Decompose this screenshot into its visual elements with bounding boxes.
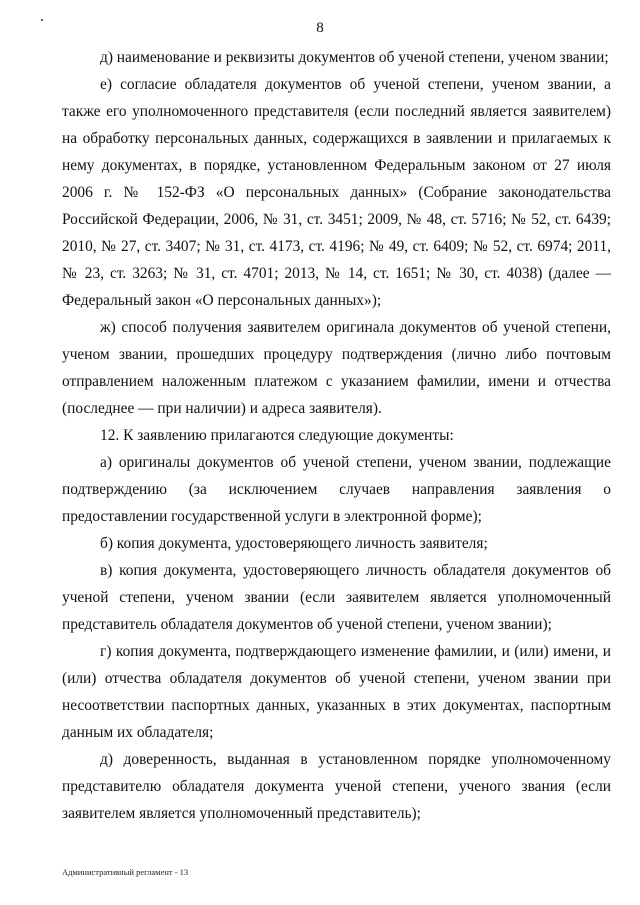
page-number: 8 [316, 20, 324, 36]
paragraph-g-name-change-copy: г) копия документа, подтверждающего изменение фамилии, и (или) имени, и (или) отчества обладателя документов об ученой степени, ученом звании при несоответствии паспортных данных, указанных в этих документах, паспортным данным их обладателя; [62, 643, 611, 741]
paragraph-d-name-and-details: д) наименование и реквизиты документов об ученой степени, ученом звании; [100, 49, 609, 66]
footer-label: Административный регламент - 13 [62, 867, 189, 877]
document-body [62, 44, 611, 827]
paragraph-v-holder-id-copy: в) копия документа, удостоверяющего личность обладателя документов об ученой степени, ученом звании (если заявителем является уполномоченный представитель обладателя документов об ученой степени, ученом звании); [62, 562, 611, 633]
paragraph-zh-receipt-method: ж) способ получения заявителем оригинала документов об ученой степени, ученом звании, прошедших процедуру подтверждения (лично либо почтовым отправлением наложенным платежом с указанием фамилии, имени и отчества (последнее — при наличии) и адреса заявителя). [62, 319, 611, 417]
paragraph-b-applicant-id-copy: б) копия документа, удостоверяющего личность заявителя; [100, 535, 488, 552]
paragraph-d-power-of-attorney: д) доверенность, выданная в установленном порядке уполномоченному представителю обладателя документа ученой степени, ученого звания (если заявителем является уполномоченный представитель); [62, 751, 611, 822]
paragraph-a-originals: а) оригиналы документов об ученой степени, ученом звании, подлежащие подтверждению (за исключением случаев направления заявления о предоставлении государственной услуги в электронной форме); [62, 454, 611, 525]
paragraph-12-attachments-heading: 12. К заявлению прилагаются следующие документы: [100, 427, 454, 444]
paragraph-e-consent: е) согласие обладателя документов об ученой степени, ученом звании, а также его уполномоченного представителя (если последний является заявителем) на обработку персональных данных, содержащихся в заявлении и прилагаемых к нему документах, в порядке, установленном Федеральным законом от 27 июля 2006 г. № 152-ФЗ «О персональных данных» (Собрание законодательства Российской Федерации, 2006, № 31, ст. 3451; 2009, № 48, ст. 5716; № 52, ст. 6439; 2010, № 27, ст. 3407; № 31, ст. 4173, ст. 4196; № 49, ст. 6409; № 52, ст. 6974; 2011, № 23, ст. 3263; № 31, ст. 4701; 2013, № 14, ст. 1651; № 30, ст. 4038) (далее — Федеральный закон «О персональных данных»); [62, 76, 611, 309]
